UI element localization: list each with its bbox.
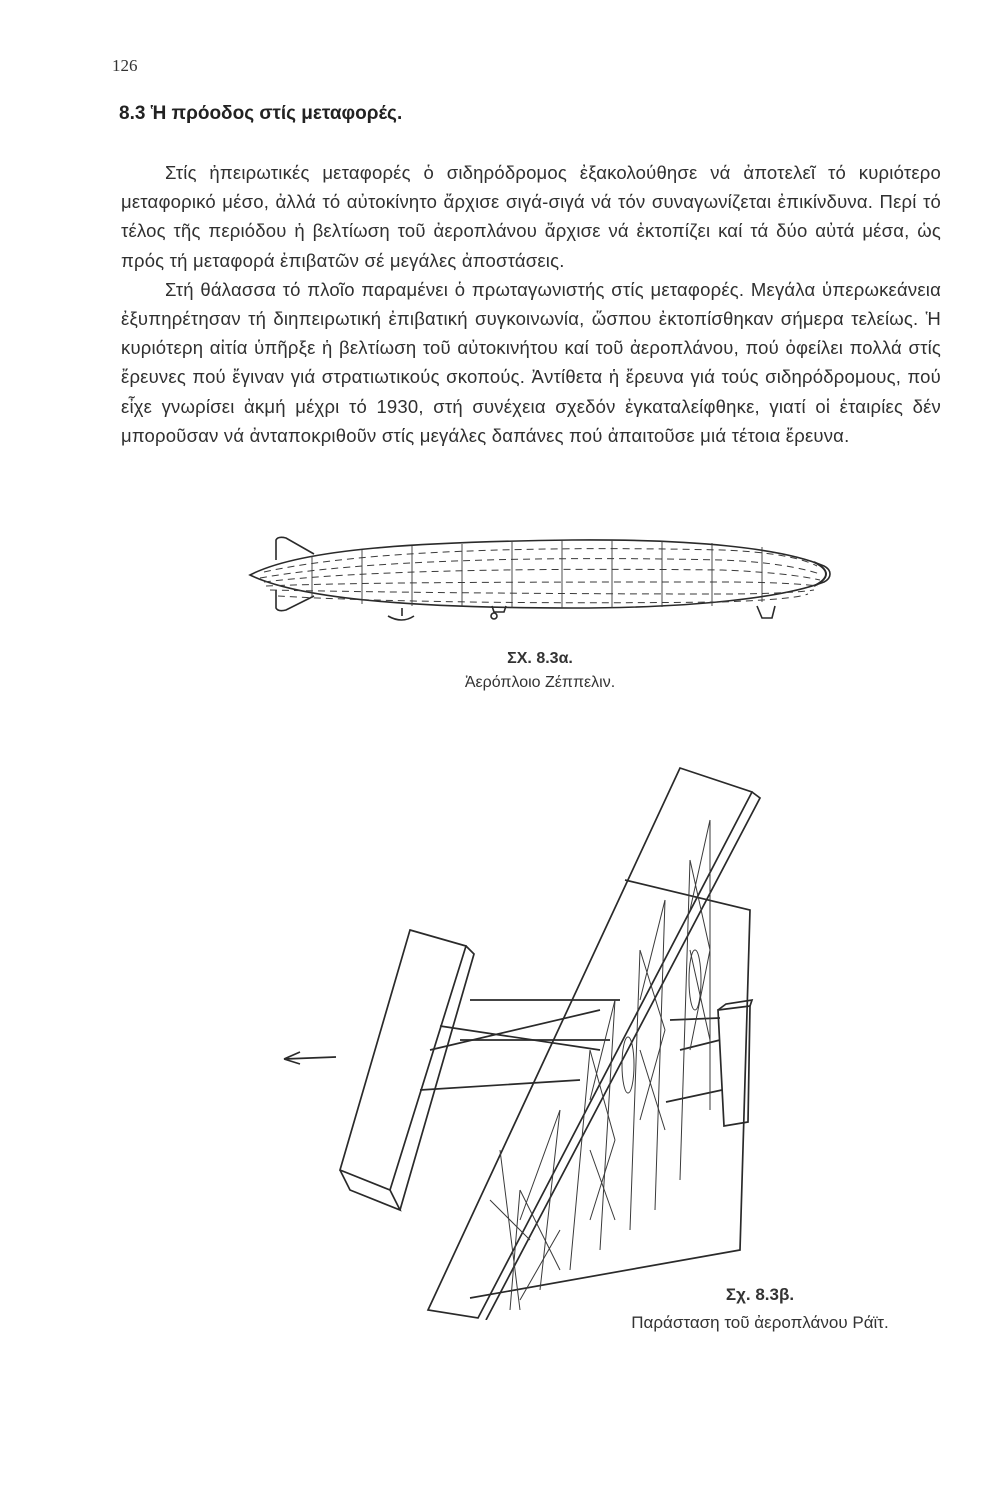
zeppelin-illustration (242, 520, 842, 630)
zeppelin-gondola-rear (388, 608, 414, 620)
figure-b-label: Σχ. 8.3β. (725, 1285, 795, 1304)
zeppelin-gondola-front (757, 606, 775, 618)
figure-b-text: Παράσταση τοῦ ἀεροπλάνου Ράϊτ. (631, 1313, 889, 1332)
paragraph-1: Στίς ἠπειρωτικές μεταφορές ὁ σιδηρόδρομος ἐξακολούθησε νά ἀποτελεῖ τό κυριότερο μεταφορικό μέσο, ἀλλά τό αὐτοκίνητο ἄρχισε σιγά-σιγά νά τόν συναγωνίζεται ἐπικίνδυνα. Περί τό τέλος τῆς περιόδου ἡ βελτίωση τοῦ ἀεροπλάνου ἄρχισε νά ἐκτοπίζει καί τά δύο αὐτά μέσα, ὡς πρός τή μεταφορά ἐπιβατῶν σέ μεγάλες ἀποστάσεις. (121, 162, 941, 271)
zeppelin-lower-fin (276, 590, 314, 611)
figure-a-label: ΣΧ. 8.3α. (507, 650, 573, 667)
wright-flyer-illustration (270, 750, 810, 1320)
propeller-right (689, 950, 701, 1010)
propeller-left (622, 1037, 634, 1093)
paragraph-2: Στή θάλασσα τό πλοῖο παραμένει ὁ πρωταγωνιστής στίς μεταφορές. Μεγάλα ὑπερωκεάνεια ἐξυπηρέτησαν τή διηπειρωτική ἐπιβατική συγκοινωνία, ὥσπου ἐκτοπίσθηκαν σήμερα τελείως. Ἡ κυριότερη αἰτία ὑπῆρξε ἡ βελτίωση τοῦ αὐτοκινήτου καί τοῦ ἀεροπλάνου, πού ὀφείλει πολλά στίς ἔρευνες πού ἔγιναν γιά στρατιωτικούς σκοπούς. Ἀντίθετα ἡ ἔρευνα γιά τούς σιδηρόδρομους, πού εἶχε γνωρίσει ἀκμή μέχρι τό 1930, στή συνέχεια σχεδόν ἐγκαταλείφθηκε, γιατί οἱ ἑταιρίες δέν μποροῦσαν νά ἀνταποκριθοῦν στίς μεγάλες δαπάνες πού ἀπαιτοῦσε μιά τέτοια ἔρευνα. (121, 278, 941, 446)
section-heading: 8.3 Ἡ πρόοδος στίς μεταφορές. (119, 103, 403, 124)
figure-a-text: Ἀερόπλοιο Ζέππελιν. (464, 674, 616, 691)
body-text (121, 158, 941, 450)
direction-arrow (284, 1052, 336, 1064)
front-elevator (340, 930, 466, 1190)
figure-a-caption (440, 650, 640, 692)
figure-b-caption (600, 1285, 920, 1333)
zeppelin-hull (250, 540, 830, 608)
page-number: 126 (112, 56, 138, 75)
